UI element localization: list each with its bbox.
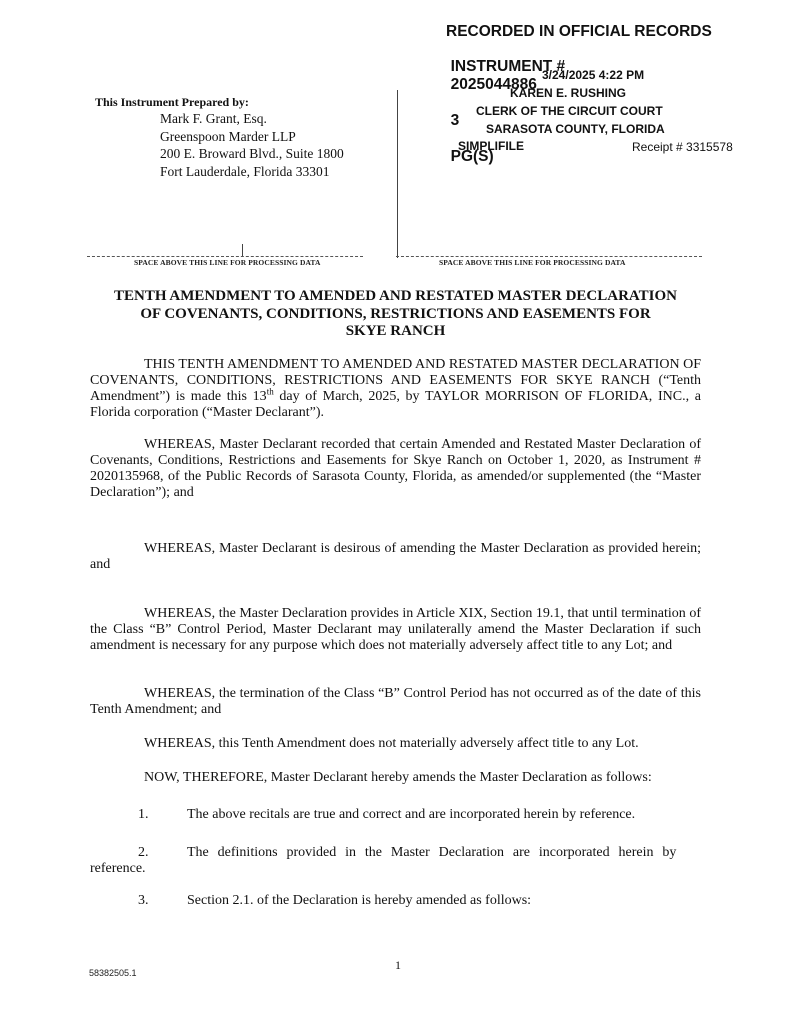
page-count: 3	[450, 112, 460, 129]
recital-paragraph: WHEREAS, Master Declarant recorded that certain Amended and Restated Master Declaration of Covenants, Conditions, Restrictions and Easements for Skye Ranch on October 1, 2020, as Instrument # 2020135968, of the Public Records of Sarasota County, Florida, as amended/or supplemented (the “Master Declaration”); and	[90, 437, 701, 500]
recital-paragraph: WHEREAS, this Tenth Amendment does not materially adversely affect title to any Lot.	[144, 736, 639, 751]
title-line: TENTH AMENDMENT TO AMENDED AND RESTATED MASTER DECLARATION	[113, 288, 677, 304]
record-datetime: 3/24/2025 4:22 PM	[542, 68, 645, 82]
recital-paragraph: WHEREAS, the termination of the Class “B” Control Period has not occurred as of the date of this Tenth Amendment; and	[90, 686, 701, 717]
item-text: The definitions provided in the Master Declaration are incorporated herein by	[187, 845, 677, 860]
clerk-title: CLERK OF THE CIRCUIT COURT	[476, 104, 663, 118]
instrument-label: INSTRUMENT #	[450, 58, 566, 75]
document-id: 58382505.1	[89, 968, 137, 978]
operative-clause: NOW, THEREFORE, Master Declarant hereby amends the Master Declaration as follows:	[144, 770, 652, 785]
item-text-continuation: reference.	[90, 861, 146, 876]
page-count-suffix: PG(S)	[450, 148, 494, 165]
page-number: 1	[395, 958, 401, 972]
recital-paragraph: WHEREAS, the Master Declaration provides in Article XIX, Section 19.1, that until termination of the Class “B” Control Period, Master Declarant may unilaterally amend the Master Declaration if such amendment is necessary for any purpose which does not materially adversely affect title to any Lot; and	[90, 606, 701, 653]
header-divider	[397, 90, 398, 258]
preparer-line: Mark F. Grant, Esq.	[160, 111, 267, 126]
recital-paragraph: WHEREAS, Master Declarant is desirous of amending the Master Declaration as provided herein; and	[90, 541, 701, 572]
processing-note-right: SPACE ABOVE THIS LINE FOR PROCESSING DATA	[439, 258, 626, 267]
preparer-address	[160, 110, 344, 180]
preparer-line: 200 E. Broward Blvd., Suite 1800	[160, 146, 344, 161]
county-name: SARASOTA COUNTY, FLORIDA	[486, 122, 665, 136]
processing-note-left: SPACE ABOVE THIS LINE FOR PROCESSING DATA	[134, 258, 321, 267]
intro-ordinal: th	[266, 386, 274, 397]
intro-text-end: day of March, 2025, by TAYLOR MORRISON OF FLORIDA, INC., a Florida corporation (“Master Declarant”).	[90, 389, 701, 420]
instrument-number: 2025044886	[450, 76, 537, 93]
item-number: 3.	[138, 893, 149, 908]
title-line: OF COVENANTS, CONDITIONS, RESTRICTIONS AND EASEMENTS FOR	[140, 305, 651, 322]
prepared-by-label: This Instrument Prepared by:	[95, 95, 249, 109]
intro-text: THIS TENTH AMENDMENT TO AMENDED AND RESTATED MASTER DECLARATION OF COVENANTS, CONDITIONS, RESTRICTIONS AND EASEMENTS FOR SKYE RANCH (“Tenth Amendment”) is made this 13	[90, 357, 701, 404]
preparer-line: Fort Lauderdale, Florida 33301	[160, 163, 330, 179]
receipt-number: Receipt # 3315578	[632, 140, 733, 154]
item-number: 2.	[138, 845, 149, 860]
clerk-name: KAREN E. RUSHING	[510, 86, 627, 100]
processing-line-right	[396, 256, 702, 257]
processing-line-left	[87, 256, 363, 257]
header-tick	[242, 244, 243, 256]
preparer-line: Greenspoon Marder LLP	[160, 128, 296, 144]
item-text: Section 2.1. of the Declaration is hereby amended as follows:	[187, 893, 532, 908]
item-text: The above recitals are true and correct and are incorporated herein by reference.	[187, 807, 636, 822]
document-title	[90, 288, 701, 341]
title-line: SKYE RANCH	[345, 323, 446, 339]
item-number: 1.	[138, 807, 149, 822]
recorded-header: RECORDED IN OFFICIAL RECORDS	[446, 23, 712, 40]
intro-paragraph	[90, 357, 701, 421]
submitter-name: SIMPLIFILE	[458, 139, 524, 153]
